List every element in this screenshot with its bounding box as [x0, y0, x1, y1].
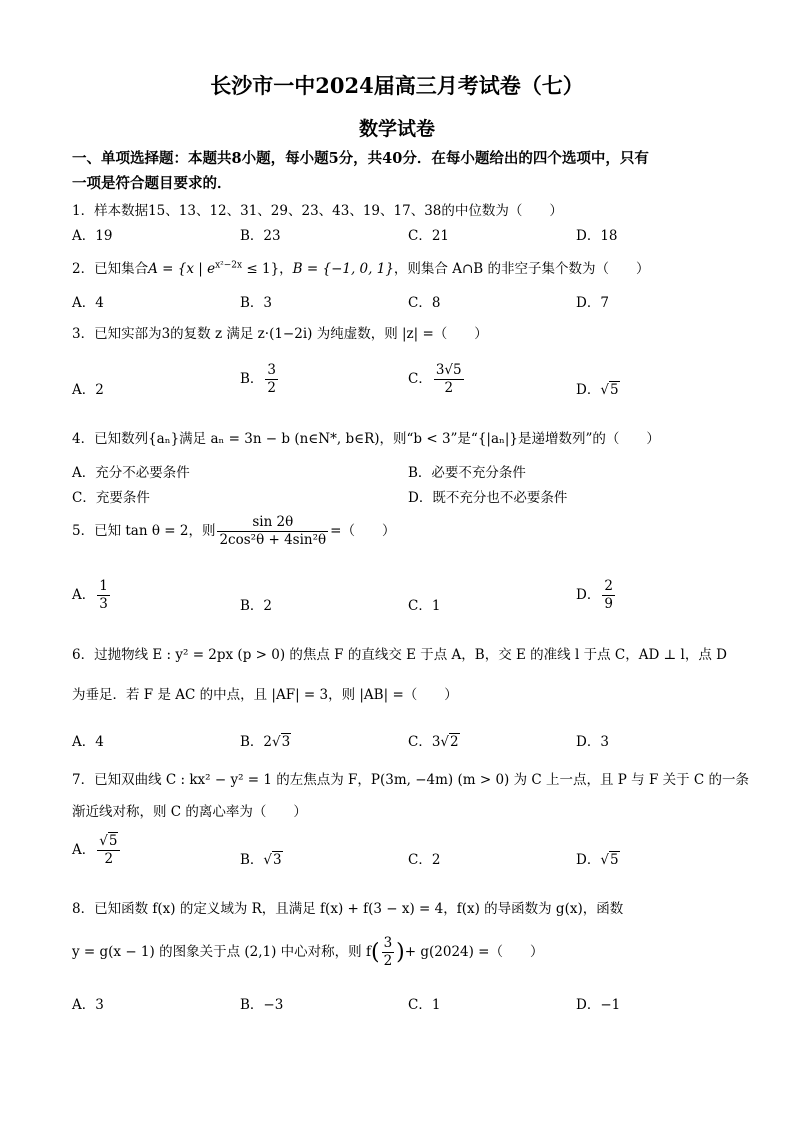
q3-option-b-den: 2	[267, 379, 277, 396]
q7-option-a-label: A．	[72, 841, 96, 858]
q5-fraction	[217, 514, 328, 549]
q7-stem-line1: 7．已知双曲线 C : kx² − y² = 1 的左焦点为 F，P(3m, −4m) (m > 0) 为 C 上一点，且 P 与 F 关于 C 的一条	[72, 772, 750, 788]
q6-option-b-radicand: 3	[281, 734, 291, 750]
q4-option-a: A．充分不必要条件	[72, 465, 190, 481]
q3-option-c-label: C．	[408, 370, 432, 387]
q5-numerator: sin 2θ	[217, 514, 328, 532]
q6-stem-line2: 为垂足．若 F 是 AC 的中点，且 |AF| = 3，则 |AB| =（ ）	[72, 687, 458, 703]
q3-stem: 3．已知实部为3的复数 z 满足 z·(1−2i) 为纯虚数，则 |z| =（ ）	[72, 326, 488, 342]
section-heading-line1: 一、单项选择题：本题共8小题，每小题5分，共40分．在每小题给出的四个选项中，只有	[72, 150, 649, 167]
q7-option-d: D．√5	[576, 852, 619, 868]
q5-option-d	[576, 578, 617, 613]
q3-option-d: D．√5	[576, 382, 619, 398]
q5-prefix: 5．已知 tan θ = 2，则	[72, 522, 216, 539]
q8-option-b: B．−3	[240, 997, 284, 1013]
q7-option-b-radicand: 3	[273, 852, 282, 868]
q2-set-b: B = {−1, 0, 1}	[292, 261, 394, 277]
q2-option-b: B．3	[240, 295, 273, 311]
q1-stem: 1．样本数据15、13、12、31、29、23、43、19、17、38的中位数为（ ）	[72, 203, 563, 219]
q8-open-paren: (	[370, 939, 380, 965]
q5-option-d-num: 2	[604, 578, 613, 594]
q2-exponent: x²−2x	[215, 260, 243, 271]
q3-option-b-num: 3	[267, 362, 277, 378]
q3-option-a: A．2	[72, 382, 104, 398]
q4-option-c: C．充要条件	[72, 490, 150, 506]
q5-option-d-label: D．	[576, 586, 601, 603]
q3-option-c-den: 2	[444, 379, 454, 396]
q7-stem-line2: 渐近线对称，则 C 的离心率为（ ）	[72, 804, 307, 820]
q8-stem-line2	[72, 935, 544, 970]
q5-option-a	[72, 578, 112, 613]
q7-option-d-radicand: 5	[609, 852, 619, 868]
q6-option-c: C．3√2	[408, 734, 459, 750]
q2-suffix: ，则集合 A∩B 的非空子集个数为（ ）	[393, 261, 650, 277]
q6-option-d: D．3	[576, 734, 609, 750]
q8-fraction-num: 3	[383, 935, 393, 951]
q7-option-a-den: 2	[104, 850, 114, 867]
q8-option-c: C．1	[408, 997, 441, 1013]
q7-option-b-label: B．	[240, 852, 264, 868]
q2-option-d: D．7	[576, 295, 609, 311]
page-title: 长沙市一中2024届高三月考试卷（七）	[210, 73, 584, 98]
q7-option-a-num: √5	[97, 833, 120, 851]
q2-set-a-end: ≤ 1}，	[242, 261, 293, 277]
q7-option-b: B．√3	[240, 852, 282, 868]
q5-option-a-label: A．	[72, 586, 96, 603]
q8-fraction-den: 2	[383, 952, 393, 969]
q5-option-d-fraction	[602, 578, 615, 613]
q5-stem	[72, 514, 395, 549]
q5-option-a-den: 3	[99, 595, 108, 612]
q1-option-d: D．18	[576, 228, 618, 244]
q3-option-d-label: D．	[576, 382, 601, 398]
page-subtitle: 数学试卷	[358, 118, 435, 140]
q7-option-c: C．2	[408, 852, 441, 868]
q8-fraction	[382, 935, 395, 970]
q6-option-a: A．4	[72, 734, 104, 750]
q2-stem	[72, 257, 650, 277]
q8-option-d: D．−1	[576, 997, 621, 1013]
q5-option-a-num: 1	[99, 578, 108, 594]
q6-option-c-radicand: 2	[450, 734, 459, 750]
q7-option-a-fraction	[97, 833, 120, 868]
q6-option-c-label: C．3	[408, 734, 441, 750]
q2-option-c: C．8	[408, 295, 441, 311]
q6-option-b-label: B．2	[240, 734, 273, 750]
q3-option-b	[240, 362, 280, 397]
q7-option-d-label: D．	[576, 852, 601, 868]
q8-line2-suffix: + g(2024) =（ ）	[404, 943, 544, 960]
q5-option-b: B．2	[240, 598, 273, 614]
q5-option-c: C．1	[408, 598, 441, 614]
q8-line2-prefix: y = g(x − 1) 的图象关于点 (2,1) 中心对称，则 f	[72, 943, 371, 960]
q2-prefix: 2．已知集合	[72, 261, 149, 277]
q3-option-b-label: B．	[240, 370, 264, 387]
q4-stem: 4．已知数列{aₙ}满足 aₙ = 3n − b (n∈N*, b∈R)，则“b < 3”是“{|aₙ|}是递增数列”的（ ）	[72, 431, 660, 447]
q1-option-c: C．21	[408, 228, 450, 244]
q7-option-a	[72, 833, 122, 868]
q3-option-c-num: 3√5	[435, 362, 462, 378]
q3-option-c	[408, 362, 466, 397]
q3-option-c-fraction	[434, 362, 464, 397]
q5-option-d-den: 9	[604, 595, 613, 612]
q5-option-a-fraction	[97, 578, 110, 613]
q8-close-paren: )	[396, 939, 405, 965]
q2-option-a: A．4	[72, 295, 104, 311]
q5-denominator: 2cos²θ + 4sin²θ	[219, 531, 327, 548]
section-heading-line2: 一项是符合题目要求的．	[72, 175, 232, 192]
q6-stem-line1: 6．过抛物线 E : y² = 2px (p > 0) 的焦点 F 的直线交 E 于点 A，B，交 E 的准线 l 于点 C，AD ⊥ l，点 D	[72, 647, 727, 663]
q1-option-b: B．23	[240, 228, 281, 244]
q6-option-b: B．2√3	[240, 734, 291, 750]
q3-option-d-radicand: 5	[609, 382, 619, 398]
q1-option-a: A．19	[72, 228, 113, 244]
q4-option-b: B．必要不充分条件	[408, 465, 526, 481]
q8-option-a: A．3	[72, 997, 104, 1013]
q5-suffix: =（ ）	[330, 522, 396, 539]
q2-set-a: A = {x | e	[148, 261, 216, 277]
q7-option-a-radicand: 5	[108, 833, 118, 849]
q4-option-d: D．既不充分也不必要条件	[408, 490, 568, 506]
q3-option-b-fraction	[265, 362, 278, 397]
q8-stem-line1: 8．已知函数 f(x) 的定义域为 R，且满足 f(x) + f(3 − x) = 4，f(x) 的导函数为 g(x)，函数	[72, 901, 624, 917]
